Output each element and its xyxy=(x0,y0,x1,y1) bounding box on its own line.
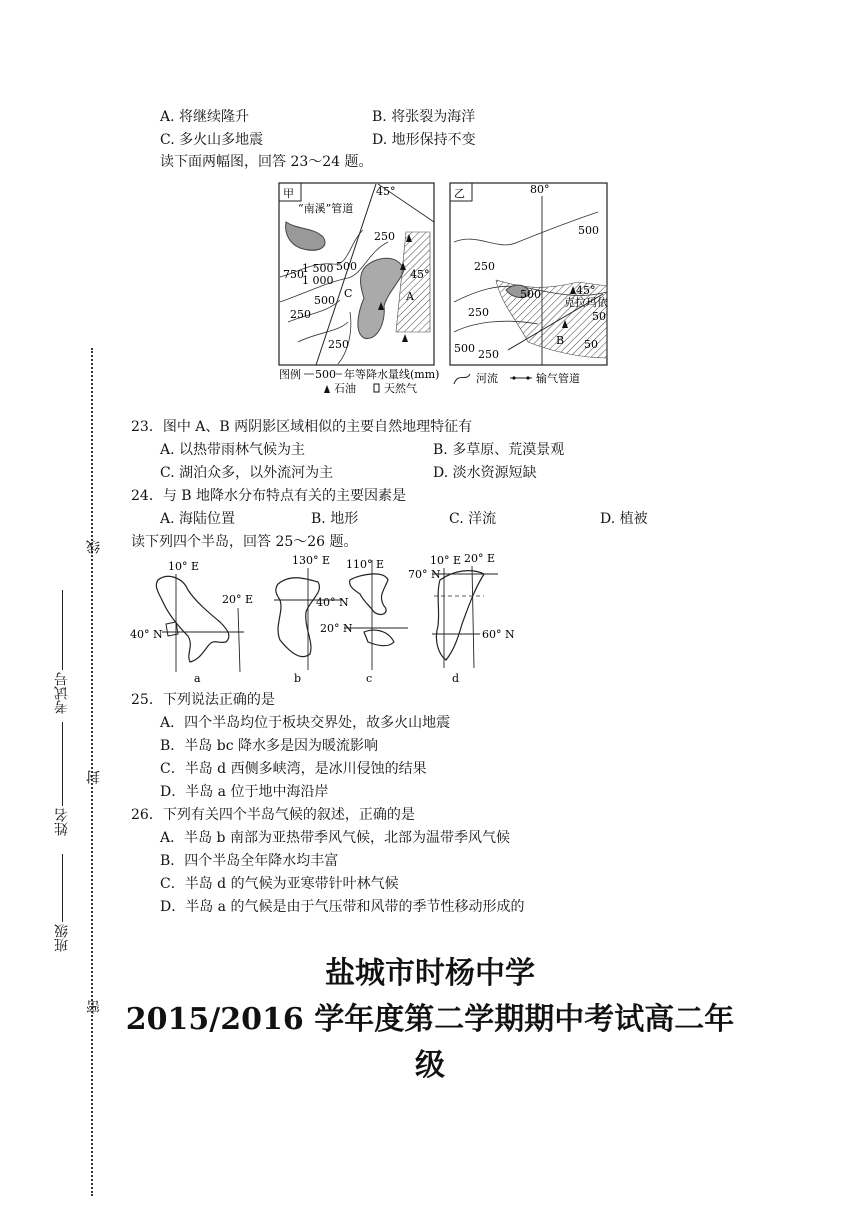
peninsula-c-label: c xyxy=(366,672,373,685)
q24-stem: 24．与 B 地降水分布特点有关的主要因素是 xyxy=(131,488,407,504)
legend-isoline-value: 500 xyxy=(315,368,336,381)
map-jia-point-a: A xyxy=(406,290,414,303)
q24-option-b: B. 地形 xyxy=(311,511,359,527)
name-field[interactable] xyxy=(62,722,63,806)
q22-option-b: B. 将张裂为海洋 xyxy=(372,109,476,125)
q26-option-b: B．四个半岛全年降水均丰富 xyxy=(160,853,339,869)
map-jia-contour-6: 500 xyxy=(314,294,335,307)
river-icon xyxy=(454,374,470,384)
map-yi-lon: 80° xyxy=(530,183,550,196)
q23-option-b: B. 多草原、荒漠景观 xyxy=(433,442,565,458)
q24-option-c: C. 洋流 xyxy=(449,511,497,527)
q26-option-a: A．半岛 b 南部为亚热带季风气候，北部为温带季风气候 xyxy=(160,830,510,846)
map-jia-contour-2: 500 xyxy=(336,260,357,273)
legend-oil: 石油 xyxy=(334,382,356,395)
peninsula-b-lat: 40° N xyxy=(316,596,349,609)
peninsula-a-lon1: 10° E xyxy=(168,560,200,573)
class-field[interactable] xyxy=(62,854,63,922)
map-yi-point-b: B xyxy=(556,334,565,347)
map-yi-contour-8: 50 xyxy=(584,338,598,351)
peninsula-d-lon2: 20° E xyxy=(464,552,496,565)
peninsula-d-lat1: 70° N xyxy=(408,568,441,581)
oil-icon xyxy=(324,385,330,393)
map-jia-contour-5: 1 000 xyxy=(302,274,334,287)
map-yi-contour-6: 250 xyxy=(478,348,499,361)
map-yi-contour-4: 250 xyxy=(468,306,489,319)
q23-option-d: D. 淡水资源短缺 xyxy=(433,465,537,481)
q22-option-a: A. 将继续隆升 xyxy=(160,109,250,125)
school-title: 盐城市时杨中学 xyxy=(325,956,535,991)
legend-isoline: 年等降水量线(mm) xyxy=(344,368,440,381)
map-yi-contour-2: 250 xyxy=(474,260,495,273)
q25-stem: 25．下列说法正确的是 xyxy=(131,692,275,708)
peninsula-a-lon2: 20° E xyxy=(222,593,254,606)
map-jia-contour-8: 250 xyxy=(328,338,349,351)
map-yi-panel: 乙 xyxy=(454,187,465,200)
q22-option-c: C. 多火山多地震 xyxy=(160,132,264,148)
map-jia-contour-3: 750 xyxy=(283,268,304,281)
seal-mi-char: 密 xyxy=(86,1000,102,1014)
q26-option-c: C．半岛 d 的气候为亚寒带针叶林气候 xyxy=(160,876,399,892)
exam-title-line2: 2015/2016 学年度第二学期期中考试高二年 xyxy=(125,1002,735,1037)
map-jia-contour-7: 250 xyxy=(290,308,311,321)
seal-feng-char: 封 xyxy=(86,770,102,784)
legend-pipeline: 输气管道 xyxy=(536,372,580,385)
map-yi-contour-3: 500 xyxy=(520,288,541,301)
q26-option-d: D．半岛 a 的气候是由于气压带和风带的季节性移动形成的 xyxy=(160,899,525,915)
q25-option-a: A．四个半岛均位于板块交界处，故多火山地震 xyxy=(160,715,451,731)
map-yi-contour-1: 500 xyxy=(578,224,599,237)
maps-jia-yi xyxy=(278,182,610,394)
q25-option-c: C．半岛 d 西侧多峡湾，是冰川侵蚀的结果 xyxy=(160,761,427,777)
q23-option-c: C. 湖泊众多，以外流河为主 xyxy=(160,465,334,481)
map-yi-lat: 45° xyxy=(576,284,596,297)
map-yi-contour-7: 50 xyxy=(592,310,606,323)
peninsula-d-lon1: 10° E xyxy=(430,554,462,567)
name-label: 姓名 xyxy=(54,808,70,836)
peninsula-a-label: a xyxy=(194,672,201,685)
q26-stem: 26．下列有关四个半岛气候的叙述，正确的是 xyxy=(131,807,415,823)
class-label: 班级 xyxy=(54,924,70,952)
map-jia-contour-1: 250 xyxy=(374,230,395,243)
q25-option-b: B．半岛 bc 降水多是因为暖流影响 xyxy=(160,738,378,754)
exam-no-field[interactable] xyxy=(62,590,63,670)
peninsula-c-lat: 20° N xyxy=(320,622,353,635)
peninsula-maps xyxy=(128,550,515,690)
peninsula-a-lat: 40° N xyxy=(130,628,163,641)
exam-no-label: 考试号 xyxy=(54,672,70,714)
peninsula-b-label: b xyxy=(294,672,302,685)
peninsula-d-lat2: 60° N xyxy=(482,628,515,641)
legend-river: 河流 xyxy=(476,372,498,385)
oil-icon xyxy=(402,334,408,342)
exam-title-line3: 级 xyxy=(415,1048,445,1083)
map-jia-lat: 45° xyxy=(410,268,430,281)
map-jia-point-c: C xyxy=(344,287,353,300)
map-jia-pipeline: “南溪”管道 xyxy=(298,202,354,215)
map-jia-contour-4: 1 500 xyxy=(302,262,334,275)
q24-option-d: D. 植被 xyxy=(600,511,648,527)
peninsula-c-lon: 110° E xyxy=(346,558,385,571)
q24-option-a: A. 海陆位置 xyxy=(160,511,236,527)
q22-option-d: D. 地形保持不变 xyxy=(372,132,476,148)
map-jia-panel: 甲 xyxy=(283,187,294,200)
legend-gas: 天然气 xyxy=(384,382,417,395)
peninsula-b-lon: 130° E xyxy=(292,554,331,567)
q23-option-a: A. 以热带雨林气候为主 xyxy=(160,442,306,458)
intro-23-24: 读下面两幅图，回答 23～24 题。 xyxy=(160,154,373,170)
peninsula-d-label: d xyxy=(452,672,460,685)
map-jia-lon: 45° xyxy=(376,185,396,198)
intro-25-26: 读下列四个半岛，回答 25～26 题。 xyxy=(131,534,358,550)
q25-option-d: D．半岛 a 位于地中海沿岸 xyxy=(160,784,329,800)
gas-icon xyxy=(374,384,379,392)
q23-stem: 23．图中 A、B 两阴影区域相似的主要自然地理特征有 xyxy=(131,419,473,435)
map-yi-contour-5: 500 xyxy=(454,342,475,355)
seal-line-char: 线 xyxy=(86,540,102,554)
legend-label: 图例 xyxy=(279,368,301,381)
map-yi-city: 克拉玛依 xyxy=(564,296,608,309)
